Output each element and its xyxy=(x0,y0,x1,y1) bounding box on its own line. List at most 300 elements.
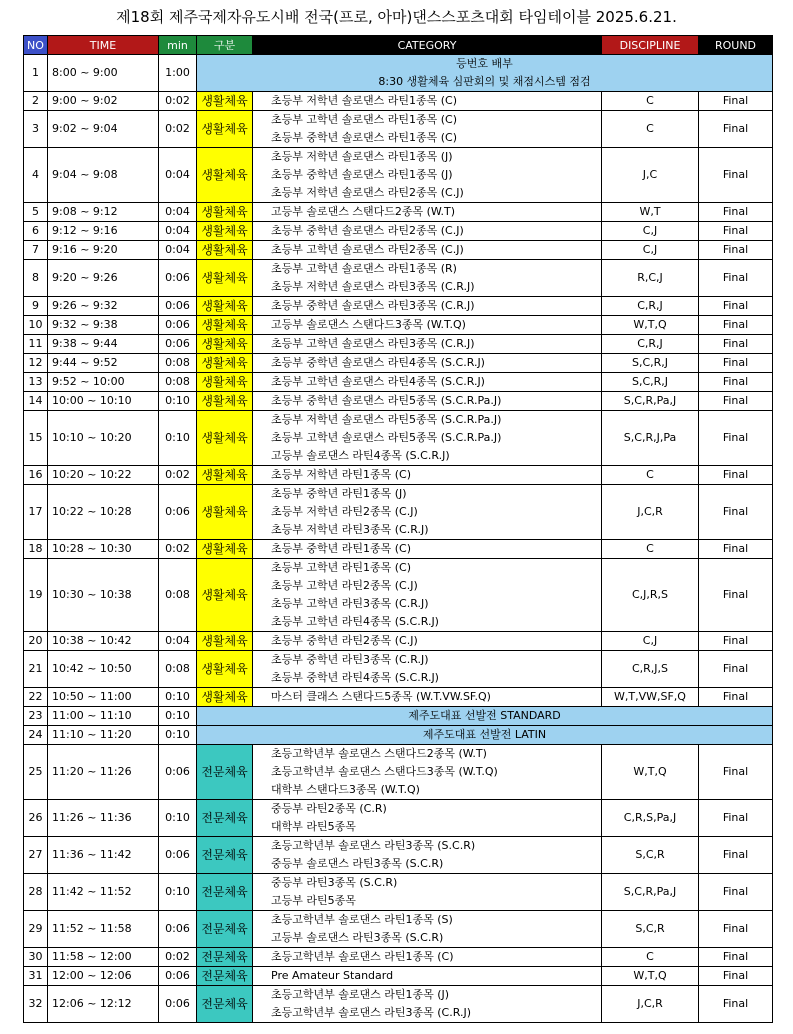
row-round: Final xyxy=(699,411,773,466)
row-discipline: C,R,J,S xyxy=(602,651,699,688)
category-line: 초등부 저학년 솔로댄스 라틴3종목 (C.R.J) xyxy=(271,280,475,293)
table-row xyxy=(24,373,773,392)
row-min: 0:02 xyxy=(159,466,197,485)
row-category xyxy=(253,373,602,392)
row-round: Final xyxy=(699,203,773,222)
row-time: 11:36 ~ 11:42 xyxy=(48,837,159,874)
row-category xyxy=(253,92,602,111)
row-type: 생활체육 xyxy=(197,373,253,392)
row-category xyxy=(253,316,602,335)
row-time: 11:10 ~ 11:20 xyxy=(48,726,159,745)
row-time: 9:44 ~ 9:52 xyxy=(48,354,159,373)
row-time: 11:58 ~ 12:00 xyxy=(48,948,159,967)
row-time: 10:10 ~ 10:20 xyxy=(48,411,159,466)
row-discipline: C xyxy=(602,948,699,967)
row-discipline: C,R,S,Pa,J xyxy=(602,800,699,837)
row-type: 전문체육 xyxy=(197,874,253,911)
row-time: 11:26 ~ 11:36 xyxy=(48,800,159,837)
row-no: 7 xyxy=(24,241,48,260)
row-discipline: C xyxy=(602,466,699,485)
row-no: 25 xyxy=(24,745,48,800)
table-row xyxy=(24,967,773,986)
category-line: 초등부 고학년 라틴4종목 (S.C.R.J) xyxy=(271,615,439,628)
row-type: 생활체육 xyxy=(197,392,253,411)
category-line: 초등부 중학년 라틴4종목 (S.C.R.J) xyxy=(271,671,439,684)
row-discipline: S,C,R,J,Pa xyxy=(602,411,699,466)
row-category xyxy=(253,986,602,1023)
category-line: 고등부 솔로댄스 스탠다드3종목 (W.T.Q) xyxy=(271,318,466,331)
row-min: 0:10 xyxy=(159,874,197,911)
row-min: 0:10 xyxy=(159,800,197,837)
category-line: 초등고학년부 솔로댄스 스탠다드2종목 (W.T) xyxy=(271,747,487,760)
row-time: 10:00 ~ 10:10 xyxy=(48,392,159,411)
table-row xyxy=(24,874,773,911)
row-round: Final xyxy=(699,485,773,540)
row-round: Final xyxy=(699,466,773,485)
table-row xyxy=(24,745,773,800)
row-round: Final xyxy=(699,745,773,800)
row-discipline: W,T xyxy=(602,203,699,222)
row-discipline: W,T,Q xyxy=(602,745,699,800)
row-min: 0:06 xyxy=(159,911,197,948)
row-category xyxy=(253,800,602,837)
row-min: 0:06 xyxy=(159,297,197,316)
row-banner xyxy=(197,55,773,92)
category-line: 고등부 솔로댄스 스탠다드2종목 (W.T) xyxy=(271,205,456,218)
category-line: 초등부 중학년 솔로댄스 라틴1종목 (J) xyxy=(271,168,453,181)
row-type: 생활체육 xyxy=(197,260,253,297)
row-category xyxy=(253,297,602,316)
table-row xyxy=(24,411,773,466)
table-row xyxy=(24,559,773,632)
row-discipline: W,T,Q xyxy=(602,316,699,335)
row-time: 8:00 ~ 9:00 xyxy=(48,55,159,92)
category-line: 초등부 중학년 솔로댄스 라틴2종목 (C.J) xyxy=(271,224,464,237)
row-min: 0:10 xyxy=(159,726,197,745)
row-discipline: C,J,R,S xyxy=(602,559,699,632)
row-banner xyxy=(197,707,773,726)
table-row xyxy=(24,392,773,411)
category-line: 초등부 중학년 솔로댄스 라틴1종목 (C) xyxy=(271,131,458,144)
row-discipline: C,J xyxy=(602,222,699,241)
page-title: 제18회 제주국제자유도시배 전국(프로, 아마)댄스스포츠대회 타임테이블 2025.6.21. xyxy=(116,8,677,26)
category-line: 초등부 저학년 라틴2종목 (C.J) xyxy=(271,505,418,518)
row-min: 0:06 xyxy=(159,837,197,874)
banner-line: 제주도대표 선발전 STANDARD xyxy=(408,709,561,722)
row-discipline: W,T,VW,SF,Q xyxy=(602,688,699,707)
row-no: 12 xyxy=(24,354,48,373)
row-category xyxy=(253,874,602,911)
row-time: 9:08 ~ 9:12 xyxy=(48,203,159,222)
category-line: 마스터 클래스 스탠다드5종목 (W.T.VW.SF.Q) xyxy=(271,690,491,703)
row-no: 29 xyxy=(24,911,48,948)
row-time: 11:00 ~ 11:10 xyxy=(48,707,159,726)
row-no: 28 xyxy=(24,874,48,911)
row-type: 생활체육 xyxy=(197,222,253,241)
row-type: 생활체육 xyxy=(197,111,253,148)
row-no: 31 xyxy=(24,967,48,986)
row-type: 생활체육 xyxy=(197,241,253,260)
row-no: 22 xyxy=(24,688,48,707)
row-type: 생활체육 xyxy=(197,651,253,688)
category-line: 초등부 고학년 솔로댄스 라틴5종목 (S.C.R.Pa.J) xyxy=(271,431,502,444)
category-line: 초등부 고학년 라틴2종목 (C.J) xyxy=(271,579,418,592)
category-line: 초등부 저학년 라틴1종목 (C) xyxy=(271,468,412,481)
row-category xyxy=(253,222,602,241)
row-category xyxy=(253,411,602,466)
category-line: 대학부 라틴5종목 xyxy=(271,820,356,833)
table-row xyxy=(24,335,773,354)
row-time: 10:28 ~ 10:30 xyxy=(48,540,159,559)
row-round: Final xyxy=(699,800,773,837)
row-type: 생활체육 xyxy=(197,148,253,203)
row-round: Final xyxy=(699,335,773,354)
row-type: 생활체육 xyxy=(197,559,253,632)
category-line: 초등부 중학년 라틴1종목 (C) xyxy=(271,542,412,555)
table-row xyxy=(24,297,773,316)
row-no: 23 xyxy=(24,707,48,726)
row-discipline: C,R,J xyxy=(602,335,699,354)
header-time: TIME xyxy=(48,36,159,55)
row-min: 0:08 xyxy=(159,373,197,392)
row-time: 9:38 ~ 9:44 xyxy=(48,335,159,354)
row-no: 17 xyxy=(24,485,48,540)
row-min: 0:10 xyxy=(159,707,197,726)
banner-line: 8:30 생활체육 심판회의 및 채점시스템 점검 xyxy=(378,75,591,88)
row-no: 13 xyxy=(24,373,48,392)
row-no: 11 xyxy=(24,335,48,354)
row-category xyxy=(253,354,602,373)
row-discipline: S,C,R,J xyxy=(602,354,699,373)
table-row xyxy=(24,148,773,203)
row-time: 11:42 ~ 11:52 xyxy=(48,874,159,911)
row-no: 27 xyxy=(24,837,48,874)
row-no: 3 xyxy=(24,111,48,148)
row-no: 14 xyxy=(24,392,48,411)
category-line: 초등부 중학년 라틴3종목 (C.R.J) xyxy=(271,653,429,666)
category-line: 중등부 라틴3종목 (S.C.R) xyxy=(271,876,398,889)
row-discipline: R,C,J xyxy=(602,260,699,297)
header-row xyxy=(24,36,773,55)
row-discipline: S,C,R,Pa,J xyxy=(602,874,699,911)
row-time: 9:32 ~ 9:38 xyxy=(48,316,159,335)
row-type: 전문체육 xyxy=(197,745,253,800)
row-time: 9:16 ~ 9:20 xyxy=(48,241,159,260)
row-no: 16 xyxy=(24,466,48,485)
row-no: 24 xyxy=(24,726,48,745)
row-round: Final xyxy=(699,688,773,707)
category-line: 초등부 고학년 라틴1종목 (C) xyxy=(271,561,412,574)
row-no: 20 xyxy=(24,632,48,651)
row-type: 생활체육 xyxy=(197,203,253,222)
row-category xyxy=(253,559,602,632)
row-no: 10 xyxy=(24,316,48,335)
row-time: 9:26 ~ 9:32 xyxy=(48,297,159,316)
row-category xyxy=(253,392,602,411)
table-row xyxy=(24,316,773,335)
row-time: 10:20 ~ 10:22 xyxy=(48,466,159,485)
row-type: 생활체육 xyxy=(197,632,253,651)
row-no: 30 xyxy=(24,948,48,967)
row-time: 10:42 ~ 10:50 xyxy=(48,651,159,688)
table-row xyxy=(24,726,773,745)
row-no: 9 xyxy=(24,297,48,316)
category-line: 초등고학년부 솔로댄스 라틴3종목 (S.C.R) xyxy=(271,839,476,852)
category-line: 초등부 저학년 솔로댄스 라틴5종목 (S.C.R.Pa.J) xyxy=(271,413,502,426)
row-discipline: J,C,R xyxy=(602,485,699,540)
row-type: 전문체육 xyxy=(197,967,253,986)
row-no: 18 xyxy=(24,540,48,559)
row-discipline: C,J xyxy=(602,632,699,651)
row-min: 0:02 xyxy=(159,92,197,111)
row-round: Final xyxy=(699,874,773,911)
row-category xyxy=(253,967,602,986)
row-time: 10:38 ~ 10:42 xyxy=(48,632,159,651)
category-line: 초등고학년부 솔로댄스 라틴1종목 (J) xyxy=(271,988,450,1001)
category-line: 중등부 솔로댄스 라틴3종목 (S.C.R) xyxy=(271,857,444,870)
row-min: 0:02 xyxy=(159,540,197,559)
row-round: Final xyxy=(699,986,773,1023)
row-type: 생활체육 xyxy=(197,466,253,485)
row-no: 6 xyxy=(24,222,48,241)
table-row xyxy=(24,92,773,111)
row-min: 0:06 xyxy=(159,485,197,540)
row-round: Final xyxy=(699,148,773,203)
category-line: 초등부 저학년 솔로댄스 라틴1종목 (C) xyxy=(271,94,458,107)
row-discipline: C,R,J xyxy=(602,297,699,316)
row-round: Final xyxy=(699,540,773,559)
row-discipline: J,C xyxy=(602,148,699,203)
category-line: 초등부 저학년 라틴3종목 (C.R.J) xyxy=(271,523,429,536)
row-time: 9:52 ~ 10:00 xyxy=(48,373,159,392)
row-time: 11:52 ~ 11:58 xyxy=(48,911,159,948)
table-row xyxy=(24,485,773,540)
row-discipline: S,C,R xyxy=(602,911,699,948)
row-discipline: W,T,Q xyxy=(602,967,699,986)
row-min: 0:06 xyxy=(159,316,197,335)
row-round: Final xyxy=(699,651,773,688)
row-round: Final xyxy=(699,111,773,148)
row-time: 12:06 ~ 12:12 xyxy=(48,986,159,1023)
category-line: 초등부 중학년 솔로댄스 라틴4종목 (S.C.R.J) xyxy=(271,356,485,369)
table-row xyxy=(24,948,773,967)
row-no: 8 xyxy=(24,260,48,297)
table-row xyxy=(24,540,773,559)
category-line: 고등부 솔로댄스 라틴4종목 (S.C.R.J) xyxy=(271,449,450,462)
banner-line: 제주도대표 선발전 LATIN xyxy=(422,728,547,741)
row-discipline: S,C,R,Pa,J xyxy=(602,392,699,411)
row-round: Final xyxy=(699,260,773,297)
row-category xyxy=(253,260,602,297)
row-category xyxy=(253,837,602,874)
row-type: 생활체육 xyxy=(197,485,253,540)
row-round: Final xyxy=(699,559,773,632)
row-round: Final xyxy=(699,297,773,316)
category-line: 초등부 중학년 라틴2종목 (C.J) xyxy=(271,634,418,647)
row-min: 0:08 xyxy=(159,651,197,688)
category-line: 고등부 솔로댄스 라틴3종목 (S.C.R) xyxy=(271,931,444,944)
row-min: 0:06 xyxy=(159,967,197,986)
category-line: 고등부 라틴5종목 xyxy=(271,894,356,907)
table-row xyxy=(24,55,773,92)
row-min: 0:04 xyxy=(159,222,197,241)
row-min: 0:04 xyxy=(159,148,197,203)
row-no: 15 xyxy=(24,411,48,466)
row-min: 0:06 xyxy=(159,335,197,354)
row-type: 생활체육 xyxy=(197,688,253,707)
row-category xyxy=(253,632,602,651)
category-line: 초등부 고학년 솔로댄스 라틴2종목 (C.J) xyxy=(271,243,464,256)
row-discipline: C xyxy=(602,92,699,111)
row-type: 생활체육 xyxy=(197,354,253,373)
row-type: 생활체육 xyxy=(197,540,253,559)
row-min: 0:04 xyxy=(159,203,197,222)
row-round: Final xyxy=(699,948,773,967)
row-no: 19 xyxy=(24,559,48,632)
row-category xyxy=(253,241,602,260)
table-row xyxy=(24,111,773,148)
category-line: 초등고학년부 솔로댄스 라틴1종목 (C) xyxy=(271,950,454,963)
row-round: Final xyxy=(699,392,773,411)
row-category xyxy=(253,466,602,485)
row-discipline: C,J xyxy=(602,241,699,260)
header-no: NO xyxy=(24,36,48,55)
timetable xyxy=(23,35,773,1023)
row-category xyxy=(253,948,602,967)
header-category: CATEGORY xyxy=(253,36,602,55)
row-time: 10:22 ~ 10:28 xyxy=(48,485,159,540)
row-time: 9:20 ~ 9:26 xyxy=(48,260,159,297)
row-round: Final xyxy=(699,837,773,874)
category-line: 초등부 고학년 라틴3종목 (C.R.J) xyxy=(271,597,429,610)
category-line: 초등부 저학년 솔로댄스 라틴1종목 (J) xyxy=(271,150,453,163)
row-min: 0:04 xyxy=(159,241,197,260)
row-no: 32 xyxy=(24,986,48,1023)
category-line: 초등부 저학년 솔로댄스 라틴2종목 (C.J) xyxy=(271,186,464,199)
banner-line: 등번호 배부 xyxy=(456,57,513,70)
category-line: 초등고학년부 솔로댄스 라틴1종목 (S) xyxy=(271,913,453,926)
row-no: 1 xyxy=(24,55,48,92)
row-type: 전문체육 xyxy=(197,948,253,967)
row-discipline: C xyxy=(602,540,699,559)
row-discipline: J,C,R xyxy=(602,986,699,1023)
category-line: 초등부 고학년 솔로댄스 라틴1종목 (C) xyxy=(271,113,458,126)
row-time: 12:00 ~ 12:06 xyxy=(48,967,159,986)
table-row xyxy=(24,911,773,948)
row-time: 11:20 ~ 11:26 xyxy=(48,745,159,800)
category-line: Pre Amateur Standard xyxy=(271,969,394,982)
row-type: 생활체육 xyxy=(197,297,253,316)
category-line: 초등부 중학년 솔로댄스 라틴3종목 (C.R.J) xyxy=(271,299,475,312)
row-type: 생활체육 xyxy=(197,335,253,354)
table-row xyxy=(24,651,773,688)
table-row xyxy=(24,632,773,651)
row-type: 전문체육 xyxy=(197,986,253,1023)
header-discipline: DISCIPLINE xyxy=(602,36,699,55)
category-line: 대학부 스탠다드3종목 (W.T.Q) xyxy=(271,783,420,796)
row-round: Final xyxy=(699,316,773,335)
row-type: 전문체육 xyxy=(197,837,253,874)
row-no: 4 xyxy=(24,148,48,203)
row-banner xyxy=(197,726,773,745)
table-row xyxy=(24,837,773,874)
category-line: 초등고학년부 솔로댄스 스탠다드3종목 (W.T.Q) xyxy=(271,765,498,778)
category-line: 초등부 고학년 솔로댄스 라틴4종목 (S.C.R.J) xyxy=(271,375,485,388)
row-time: 9:00 ~ 9:02 xyxy=(48,92,159,111)
row-type: 생활체육 xyxy=(197,411,253,466)
row-category xyxy=(253,540,602,559)
row-round: Final xyxy=(699,354,773,373)
row-min: 1:00 xyxy=(159,55,197,92)
row-category xyxy=(253,745,602,800)
row-category xyxy=(253,485,602,540)
table-row xyxy=(24,800,773,837)
table-row xyxy=(24,241,773,260)
row-no: 21 xyxy=(24,651,48,688)
row-discipline: S,C,R xyxy=(602,837,699,874)
row-min: 0:06 xyxy=(159,745,197,800)
row-min: 0:10 xyxy=(159,411,197,466)
row-min: 0:10 xyxy=(159,688,197,707)
row-category xyxy=(253,911,602,948)
row-min: 0:08 xyxy=(159,354,197,373)
row-discipline: C xyxy=(602,111,699,148)
row-type: 생활체육 xyxy=(197,316,253,335)
header-type: 구분 xyxy=(197,36,253,55)
row-min: 0:08 xyxy=(159,559,197,632)
row-type: 전문체육 xyxy=(197,911,253,948)
category-line: 초등부 중학년 라틴1종목 (J) xyxy=(271,487,407,500)
row-min: 0:04 xyxy=(159,632,197,651)
row-round: Final xyxy=(699,632,773,651)
row-time: 10:50 ~ 11:00 xyxy=(48,688,159,707)
row-no: 26 xyxy=(24,800,48,837)
row-category xyxy=(253,203,602,222)
row-round: Final xyxy=(699,967,773,986)
row-round: Final xyxy=(699,373,773,392)
header-round: ROUND xyxy=(699,36,773,55)
row-round: Final xyxy=(699,241,773,260)
row-category xyxy=(253,111,602,148)
row-round: Final xyxy=(699,92,773,111)
header-min: min xyxy=(159,36,197,55)
category-line: 초등부 고학년 솔로댄스 라틴1종목 (R) xyxy=(271,262,457,275)
row-time: 9:04 ~ 9:08 xyxy=(48,148,159,203)
row-type: 생활체육 xyxy=(197,92,253,111)
row-no: 5 xyxy=(24,203,48,222)
table-row xyxy=(24,354,773,373)
category-line: 초등부 중학년 솔로댄스 라틴5종목 (S.C.R.Pa.J) xyxy=(271,394,502,407)
category-line: 초등부 고학년 솔로댄스 라틴3종목 (C.R.J) xyxy=(271,337,475,350)
table-row xyxy=(24,986,773,1023)
row-min: 0:02 xyxy=(159,948,197,967)
row-min: 0:10 xyxy=(159,392,197,411)
category-line: 초등고학년부 솔로댄스 라틴3종목 (C.R.J) xyxy=(271,1006,472,1019)
row-category xyxy=(253,651,602,688)
row-round: Final xyxy=(699,911,773,948)
row-min: 0:06 xyxy=(159,260,197,297)
row-no: 2 xyxy=(24,92,48,111)
table-row xyxy=(24,222,773,241)
row-category xyxy=(253,688,602,707)
table-row xyxy=(24,466,773,485)
row-time: 9:02 ~ 9:04 xyxy=(48,111,159,148)
table-row xyxy=(24,260,773,297)
table-row xyxy=(24,688,773,707)
row-category xyxy=(253,335,602,354)
row-round: Final xyxy=(699,222,773,241)
row-type: 전문체육 xyxy=(197,800,253,837)
